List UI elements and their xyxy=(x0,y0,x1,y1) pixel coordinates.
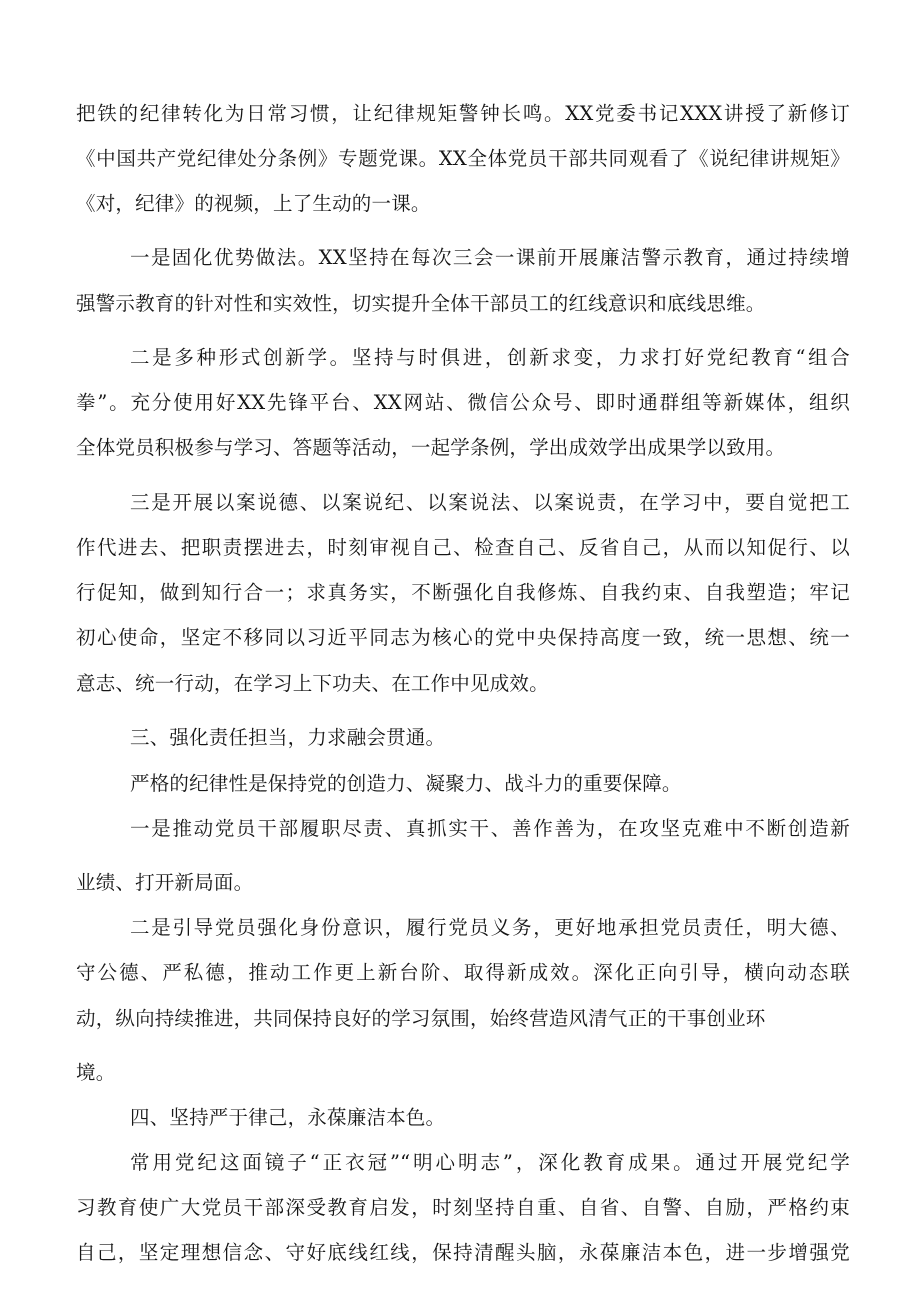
line-text: 二是引导党员强化身份意识，履行党员义务，更好地承担党员责任，明大德、 xyxy=(130,916,850,939)
paragraph-line xyxy=(0,387,920,419)
heading-text: 四、坚持严于律己，永葆廉洁本色。 xyxy=(130,1106,446,1129)
line-text: 境。 xyxy=(76,1061,116,1084)
paragraph-line xyxy=(0,288,920,320)
line-text: 三是开展以案说德、以案说纪、以案说法、以案说责，在学习中，要自觉把工 xyxy=(130,491,850,514)
paragraph-line xyxy=(0,1237,920,1269)
paragraph-line xyxy=(0,813,920,845)
line-text: 一是推动党员干部履职尽责、真抓实干、善作善为，在攻坚克难中不断创造新 xyxy=(130,817,850,840)
paragraph-line xyxy=(0,432,920,464)
line-text: 《对，纪律》的视频，上了生动的一课。 xyxy=(76,192,431,215)
line-text: 自己，坚定理想信念、守好底线红线，保持清醒头脑，永葆廉洁本色，进一步增强党 xyxy=(76,1241,850,1264)
line-text: 拳”。充分使用好XX先锋平台、XX网站、微信公众号、即时通群组等新媒体，组织 xyxy=(76,391,850,414)
line-text: 二是多种形式创新学。坚持与时俱进，创新求变，力求打好党纪教育“组合 xyxy=(130,346,850,369)
paragraph-line xyxy=(0,912,920,944)
paragraph-line xyxy=(0,1192,920,1224)
paragraph-line xyxy=(0,342,920,374)
line-text: 意志、统一行动，在学习上下功夫、在工作中见成效。 xyxy=(76,672,549,695)
paragraph-line xyxy=(0,242,920,274)
paragraph-line xyxy=(0,768,920,800)
line-text: 强警示教育的针对性和实效性，切实提升全体干部员工的红线意识和底线思维。 xyxy=(76,292,766,315)
paragraph-line xyxy=(0,622,920,654)
paragraph-line xyxy=(0,577,920,609)
paragraph-line xyxy=(0,1057,920,1089)
line-text: 全体党员积极参与学习、答题等活动，一起学条例，学出成效学出成果学以致用。 xyxy=(76,436,786,459)
line-text: 守公德、严私德，推动工作更上新台阶、取得新成效。深化正向引导，横向动态联 xyxy=(76,961,850,984)
paragraph-line xyxy=(0,188,920,220)
paragraph-line xyxy=(0,668,920,700)
line-text: 严格的纪律性是保持党的创造力、凝聚力、战斗力的重要保障。 xyxy=(130,772,682,795)
paragraph-line xyxy=(0,1147,920,1179)
heading-text: 三、强化责任担当，力求融会贯通。 xyxy=(130,726,446,749)
paragraph-line xyxy=(0,532,920,564)
line-text: 作代进去、把职责摆进去，时刻审视自己、检查自己、反省自己，从而以知促行、以 xyxy=(76,536,850,559)
line-text: 业绩、打开新局面。 xyxy=(76,871,254,894)
line-text: 动，纵向持续推进，共同保持良好的学习氛围，始终营造风清气正的干事创业环 xyxy=(76,1007,766,1030)
line-text: 一是固化优势做法。XX坚持在每次三会一课前开展廉洁警示教育，通过持续增 xyxy=(130,246,850,269)
paragraph-line xyxy=(0,867,920,899)
paragraph-line xyxy=(0,487,920,519)
line-text: 行促知，做到知行合一；求真务实，不断强化自我修炼、自我约束、自我塑造；牢记 xyxy=(76,581,850,604)
line-text: 常用党纪这面镜子“正衣冠”“明心明志”，深化教育成果。通过开展党纪学 xyxy=(130,1151,850,1174)
paragraph-line xyxy=(0,98,920,130)
paragraph-line xyxy=(0,1003,920,1035)
paragraph-line xyxy=(0,957,920,989)
line-text: 初心使命，坚定不移同以习近平同志为核心的党中央保持高度一致，统一思想、统一 xyxy=(76,626,850,649)
section-heading xyxy=(0,1102,920,1134)
line-text: 习教育使广大党员干部深受教育启发，时刻坚持自重、自省、自警、自励，严格约束 xyxy=(76,1196,850,1219)
line-text: 《中国共产党纪律处分条例》专题党课。XX全体党员干部共同观看了《说纪律讲规矩》 xyxy=(76,147,850,170)
line-text: 把铁的纪律转化为日常习惯，让纪律规矩警钟长鸣。XX党委书记XXX讲授了新修订 xyxy=(76,102,850,125)
section-heading xyxy=(0,722,920,754)
paragraph-line xyxy=(0,143,920,175)
